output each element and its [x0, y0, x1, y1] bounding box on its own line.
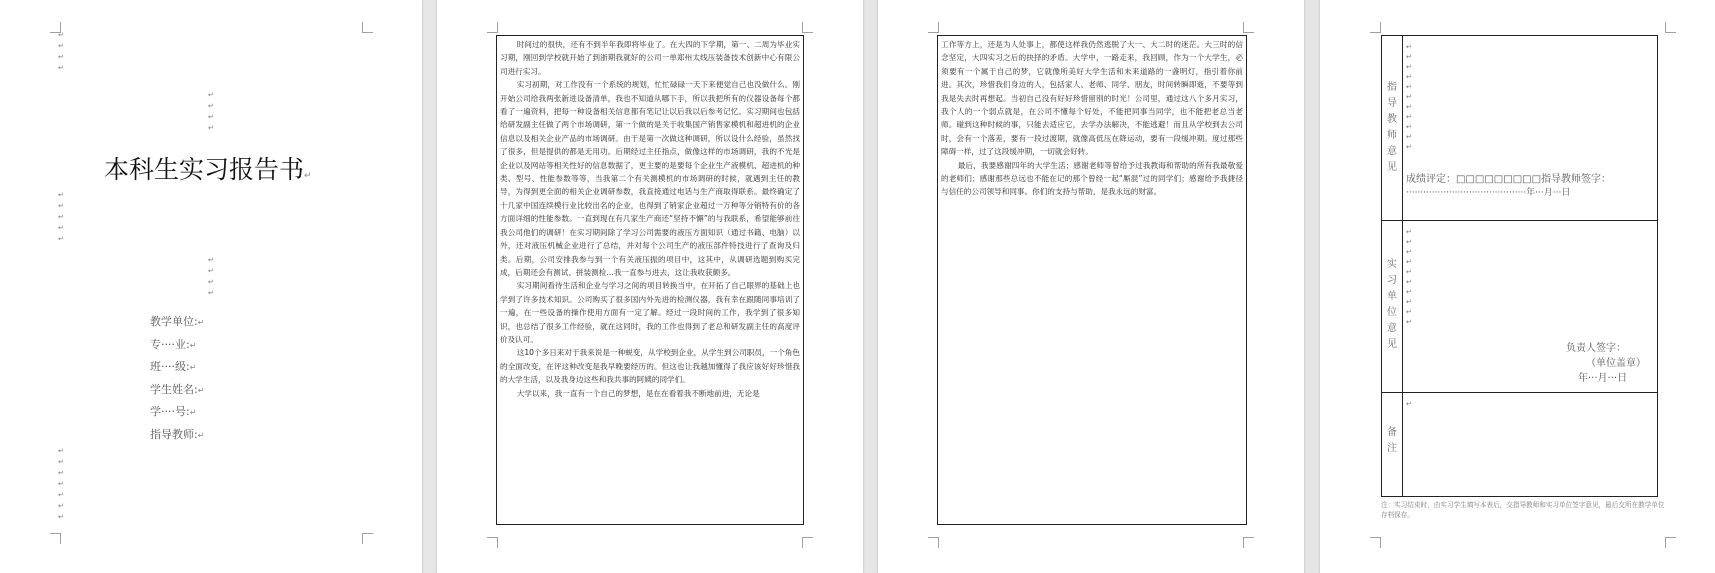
crop-mark [928, 537, 939, 548]
paragraph: 实习初期，对工作没有一个系统的规划，忙忙碌碌一天下来便觉自己也没做什么。刚开始公司给我两张新进设备清单，我也不知道从哪下手，所以我把所有的仪器设备每个都看了一遍资料，把每一种设备相关信息都有笔记让以后我以后参考记忆。实习期间也包括给研发副主任做了两个市场调研，第一个做的是关于收集国产销售家模机和超进机的企业信息以及相关企业产品的市场调研。由于是第一次做这种调研，所以设什么经验，虽然找了很多，但是提供的都是无用功。后期经过主任指点，做像这样的市场调研，我的不光是企业以及网站等相关性好的信息数据了，更主要的是要每个企业生产液模机、超进机的种类、型号、性能参数等等，当我第二个有关测模机的市场调研的时候，就遇到主任的教导，为得到更全面的相关企业调研参数，我直接通过电话与生产商取得联系。最终确定了十几家中国连续模行业比较出名的企业，也得到了销家企业超过一万种等分销特有价的各方面详细的性能参数。一直到现在有几家生产商还“坚持不懈”的与我联系，希望能够前往我公司他们的调研！在实习期间除了学习公司需要的液压方面知识（通过书籍、电脑）以外，还对液压机械企业进行了总结，并对每个公司生产的液压部件特技进行了查询及归类。后期，公司安排我参与到一个有关液压振的项目中，这其中，从调研选题到购买完成，后期还会有测试、拼装测检…我一直参与进去，这让我收获颇多。 [500, 80, 800, 277]
paragraph-marks: ↵ ↵ ↵ ↵ ↵ ↵ ↵ ↵ ↵ ↵ [1406, 228, 1412, 326]
row-header [1382, 393, 1403, 496]
paragraph: 最后，我要感谢四年的大学生活；感谢老师等曾给予过我教诲和帮助的所有我最敬爱的老师们；感谢那些总远也不能在记的那个曾经一起“厮混”过的同学们；感谢给予我捷径与信任的公司领导和同事。你们的支持与帮助，是我永远的财富。 [941, 160, 1243, 197]
field-major[interactable]: 专····业:↵ [150, 338, 197, 351]
row-header [1382, 36, 1403, 220]
crop-mark [50, 533, 61, 544]
crop-mark [1370, 22, 1381, 33]
row-label: 实习单位意见 [1387, 259, 1397, 350]
field-student-id[interactable]: 学····号:↵ [150, 405, 197, 418]
paragraph: 实习期间看待生活和企业与学习之间的项目转换当中，在开拓了自己眼界的基础上也学到了许多技术知识。公司购买了很多国内外先进的检测仪器，我有幸在跟随同事培训了一遍，在一些设备的操作使用方面有一定了解。经过一段时间的工作，我学到了很多知识，也总结了很多工作经验，就在这同时，我的工作也得到了老总和研发副主任的高度评价及认可。 [500, 281, 800, 344]
paragraph-marks: ↵ ↵ ↵ ↵ ↵ ↵ ↵ [58, 447, 64, 521]
table-row-remarks[interactable] [1382, 393, 1657, 496]
grade-line[interactable]: 成绩评定：□□□□□□□□□指导教师签字： [1406, 174, 1612, 185]
row-label: 指导教师意见 [1387, 82, 1397, 173]
report-text-box[interactable] [496, 35, 804, 525]
paragraph: 时间过的很快，还有不到半年我即将毕业了。在大四的下学期，第一、二周为毕业实习期，刚回到学校就开始了到浙期我就好的公司一单郑州太线压装备技术创新中心有限公司进行实习。 [500, 40, 800, 76]
report-text-box[interactable] [937, 35, 1247, 525]
crop-mark [487, 537, 498, 548]
paragraph: 大学以来，我一直有一个自己的梦想，是在在看着我不断地前进，无论是 [516, 388, 760, 398]
crop-mark [802, 22, 813, 33]
field-student-name[interactable]: 学生姓名:↵ [150, 383, 205, 396]
seal-line[interactable]: （单位盖章） [1586, 358, 1646, 369]
crop-mark [1243, 22, 1254, 33]
crop-mark [487, 22, 498, 33]
crop-mark [802, 537, 813, 548]
field-advisor[interactable]: 指导教师:↵ [150, 428, 205, 441]
paragraph-marks: ↵ ↵ ↵ ↵ ↵ [58, 191, 64, 243]
crop-mark [1243, 537, 1254, 548]
evaluation-table [1381, 35, 1658, 497]
paragraph: 这10个多日来对于我来说是一种蜕变，从学校到企业，从学生到公司职员，一个角色的全面改变，在评这种改变是我早晚要经历的。但这也让我越加懂得了我应该好好珍惜我的大学生活，以及我身边这些和我共事的阿姨的同学们。 [500, 348, 800, 385]
row-label: 备注 [1387, 427, 1397, 454]
document-title[interactable]: 本科生实习报告书↵ [104, 155, 312, 184]
crop-mark [1370, 537, 1381, 548]
paragraph-marks: ↵ ↵ ↵ ↵ [208, 91, 214, 132]
cover-page [0, 0, 422, 573]
crop-mark [362, 533, 373, 544]
paragraph-marks: ↵ [1406, 400, 1412, 408]
date-line[interactable]: 年···月···日 [1578, 373, 1628, 384]
table-row-advisor[interactable] [1382, 36, 1657, 221]
paragraph-marks: ↵ ↵ ↵ ↵ [208, 256, 214, 297]
crop-mark [1665, 22, 1676, 33]
paragraph-marks: ↵ ↵ ↵ ↵ ↵ ↵ ↵ ↵ ↵ ↵ ↵ [1406, 43, 1412, 151]
signature-line[interactable]: 负责人签字： [1566, 343, 1626, 354]
paragraph-marks: ↵ ↵ ↵ ↵ [58, 31, 64, 72]
table-row-unit[interactable] [1382, 221, 1657, 393]
paragraph: 工作等方上，还是为人处事上，都使这样我仍然逃脱了大一、大二时的迷茫。大三时的信念坚定，大四实习之后的抉择的矛盾。大学中，一路走来，我回顾，作为一个大学生，必须要有一个属于自己的梦，它就像所美好大学生活和未来道路的一盏明灯，指引着你前进。其次，珍惜我们身边的人，包括家人、老师、同学、朋友，时间转瞬即逝，不要等到我是失去时再想起。当初自己没有好好珍惜留别的时光！公司里，通过这八个多月实习，我个人的一个弱点就是，在公司不懂每个好处，不能把同事当同学，也不能把老总当老师。碰到这种时候的事，只能去适应它，去学办法解决，不能逃避！而且从学校到去公司时，会有一个落差，要有一段过渡期，就像高低压在降运动，要有一段缓冲期。度过那些障碍一样，过了这段缓冲期，一切就会好转。 [941, 40, 1243, 157]
field-teaching-unit[interactable]: 教学单位:↵ [150, 315, 205, 328]
date-line[interactable]: ··········································年···月···日 [1406, 188, 1571, 198]
crop-mark [928, 22, 939, 33]
row-header [1382, 221, 1403, 392]
field-class[interactable]: 班····级:↵ [150, 360, 197, 373]
crop-mark [362, 22, 373, 33]
table-footnote: 注：实习结束时，由实习学生填写本表后，交指导教师和实习单位签字意见，最后交所在教学单位存档保存。 [1381, 501, 1665, 519]
crop-mark [1665, 537, 1676, 548]
